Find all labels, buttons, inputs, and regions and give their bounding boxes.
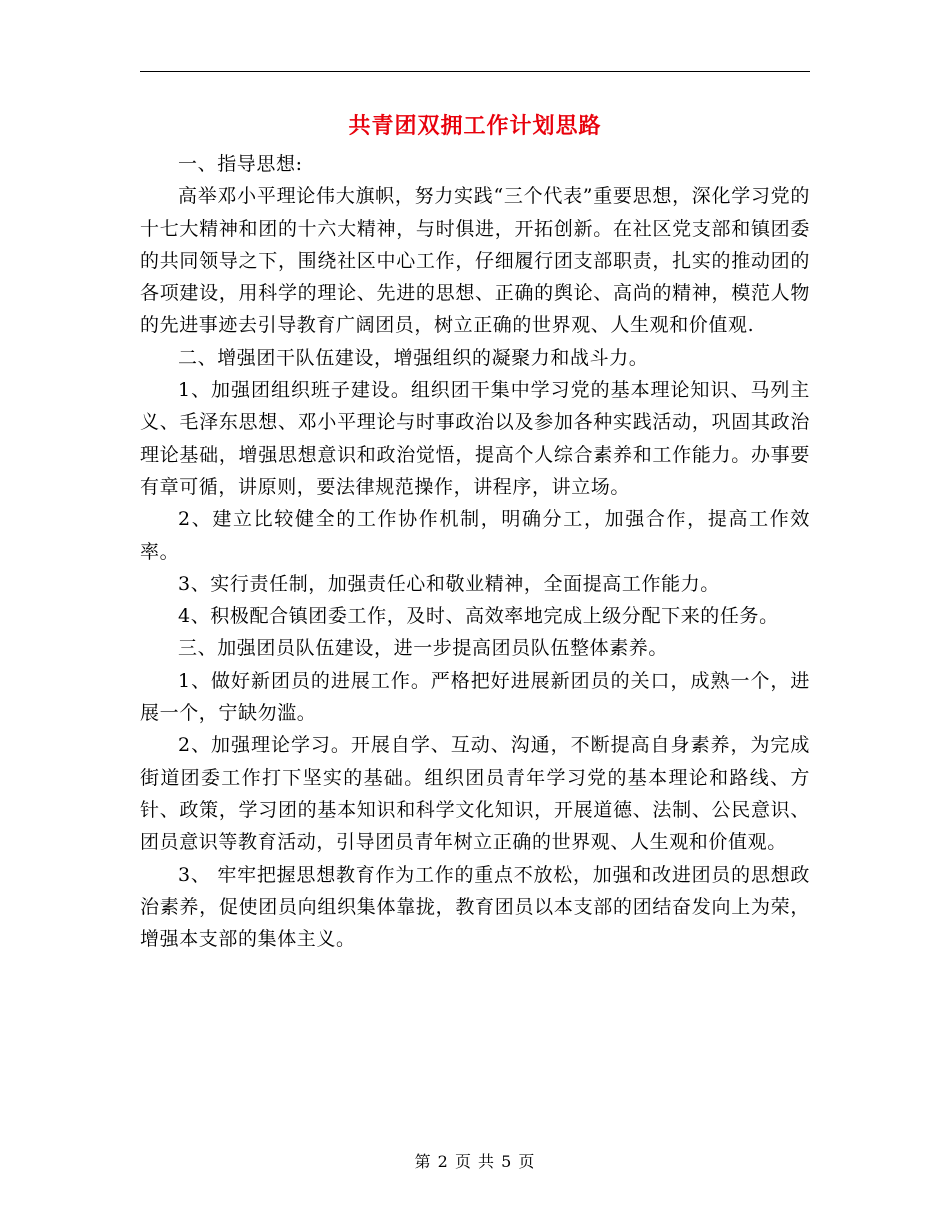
section-heading-member-team: 三、加强团员队伍建设，进一步提高团员队伍整体素养。	[178, 637, 669, 660]
document-body	[140, 148, 810, 955]
paragraph-item-2: 2、建立比较健全的工作协作机制，明确分工，加强合作，提高工作效率。	[140, 508, 810, 563]
page-number-footer: 第 2 页 共 5 页	[414, 1152, 536, 1171]
paragraph-item-3: 3、实行责任制，加强责任心和敬业精神，全面提高工作能力。	[178, 572, 720, 595]
document-title: 共青团双拥工作计划思路	[348, 113, 602, 139]
section-heading-cadre-team: 二、增强团干队伍建设，增强组织的凝聚力和战斗力。	[178, 346, 649, 369]
header-rule	[140, 71, 810, 72]
section-heading-guiding-thought: 一、指导思想:	[178, 153, 303, 175]
paragraph-member-item-3: 3、 牢牢把握思想教育作为工作的重点不放松，加强和改进团员的思想政治素养，促使团员向组织集体靠拢，教育团员以本支部的团结奋发向上为荣，增强本支部的集体主义。	[140, 863, 810, 951]
paragraph-member-item-1: 1、做好新团员的进展工作。严格把好进展新团员的关口，成熟一个，进展一个，宁缺勿滥。	[140, 669, 810, 725]
paragraph-item-4: 4、积极配合镇团委工作，及时、高效率地完成上级分配下来的任务。	[178, 605, 779, 628]
paragraph-item-1: 1、加强团组织班子建设。组织团干集中学习党的基本理论知识、马列主义、毛泽东思想、邓小平理论与时事政治以及参加各种实践活动，巩固其政治理论基础，增强思想意识和政治觉悟，提高个人综合素养和工作能力。办事要有章可循，讲原则，要法律规范操作，讲程序，讲立场。	[140, 379, 810, 498]
paragraph-guiding-thought: 高举邓小平理论伟大旗帜，努力实践“三个代表”重要思想，深化学习党的十七大精神和团的十六大精神，与时俱进，开拓创新。在社区党支部和镇团委的共同领导之下，围绕社区中心工作，仔细履行团支部职责，扎实的推动团的各项建设，用科学的理论、先进的思想、正确的舆论、高尚的精神，模范人物的先进事迹去引导教育广阔团员，树立正确的世界观、人生观和价值观.	[140, 185, 810, 337]
paragraph-member-item-2: 2、加强理论学习。开展自学、互动、沟通，不断提高自身素养，为完成街道团委工作打下坚实的基础。组织团员青年学习党的基本理论和路线、方针、政策，学习团的基本知识和科学文化知识，开展道德、法制、公民意识、团员意识等教育活动，引导团员青年树立正确的世界观、人生观和价值观。	[140, 734, 810, 854]
